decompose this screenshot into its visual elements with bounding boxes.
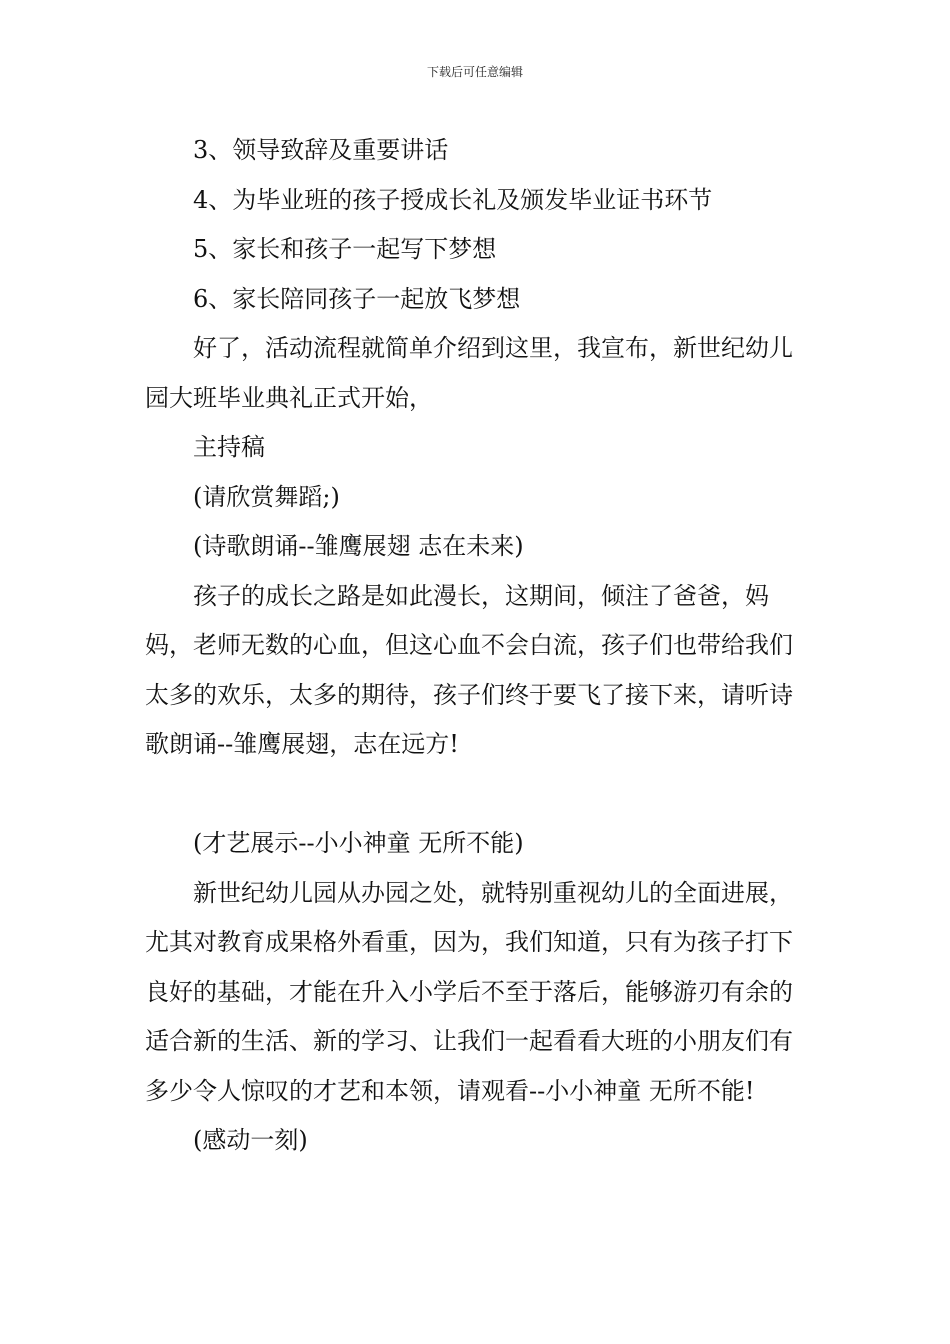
program-talent-title: (才艺展示--小小神童 无所不能) xyxy=(193,829,524,857)
document-body xyxy=(145,126,807,1166)
section-title: 主持稿 xyxy=(193,433,265,461)
talent-introduction: 新世纪幼儿园从办园之处，就特别重视幼儿的全面进展，尤其对教育成果格外看重，因为，我们知道，只有为孩子打下良好的基础，才能在升入小学后不至于落后，能够游刃有余的适合新的生活、新的学习、让我们一起看看大班的小朋友们有多少令人惊叹的才艺和本领，请观看--小小神童 无所不能! xyxy=(145,878,793,1105)
list-item-graduation-ceremony: 4、为毕业班的孩子授成长礼及颁发毕业证书环节 xyxy=(193,185,713,214)
page-header: 下载后可任意编辑 xyxy=(426,65,523,79)
program-touching-moment: (感动一刻) xyxy=(193,1126,308,1154)
blank-line xyxy=(145,770,807,820)
poetry-introduction: 孩子的成长之路是如此漫长，这期间，倾注了爸爸，妈妈，老师无数的心血，但这心血不会白流，孩子们也带给我们太多的欢乐，太多的期待，孩子们终于要飞了接下来，请听诗歌朗诵--雏鹰展翅，志在远方! xyxy=(145,581,793,758)
list-item-leader-speech: 3、领导致辞及重要讲话 xyxy=(193,136,449,164)
program-dance: (请欣赏舞蹈;) xyxy=(193,482,340,511)
list-item-write-dreams: 5、家长和孩子一起写下梦想 xyxy=(193,235,497,263)
program-poetry-title: (诗歌朗诵--雏鹰展翅 志在未来) xyxy=(193,532,524,560)
opening-announcement: 好了，活动流程就简单介绍到这里，我宣布，新世纪幼儿园大班毕业典礼正式开始， xyxy=(145,334,793,412)
list-item-release-dreams: 6、家长陪同孩子一起放飞梦想 xyxy=(193,284,521,313)
